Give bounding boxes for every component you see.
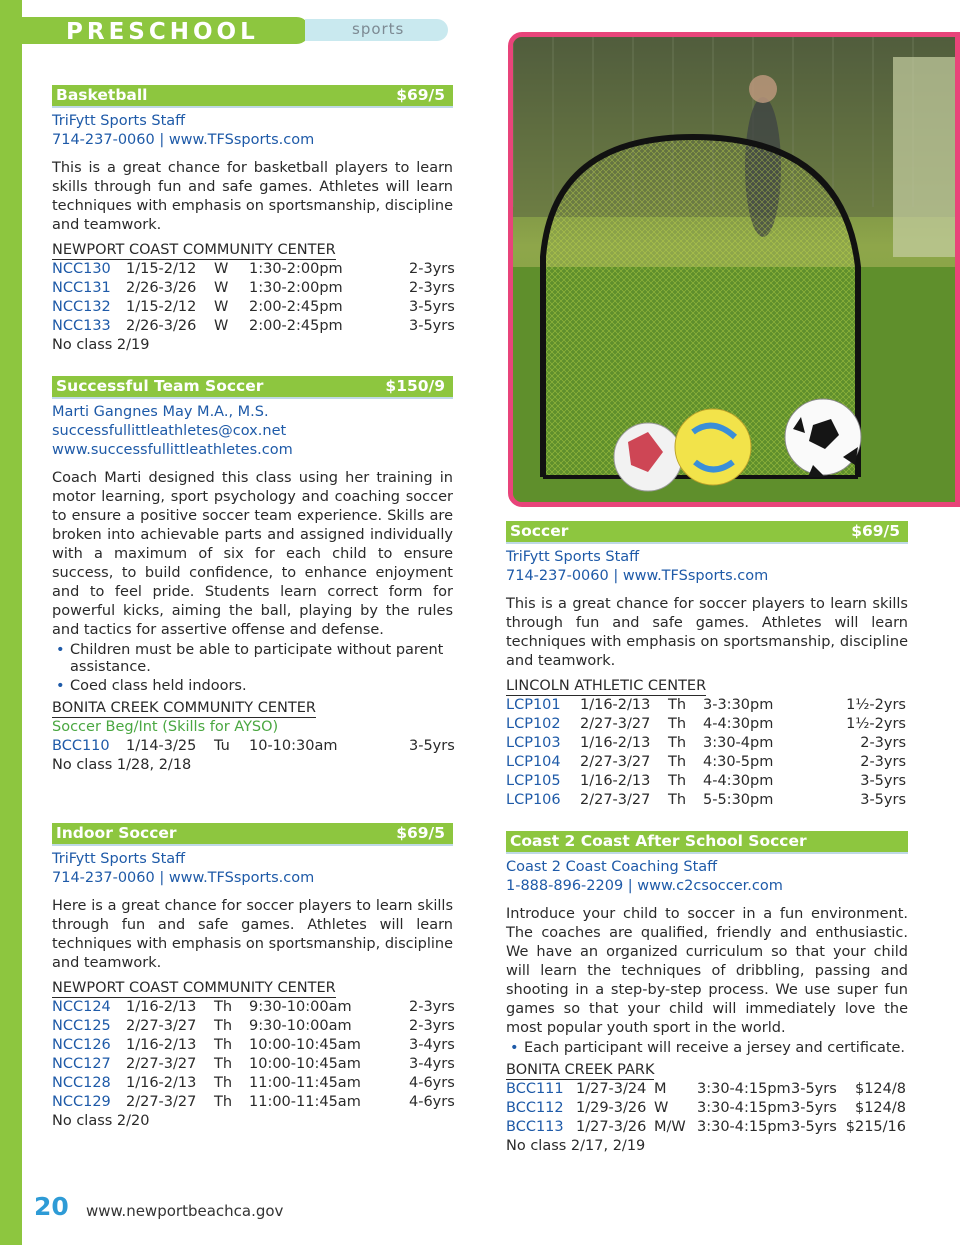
time: 9:30-10:00am (249, 1018, 352, 1034)
class-code[interactable]: BCC113 (506, 1119, 564, 1135)
dates: 1/16-2/13 (580, 735, 651, 751)
class-price: $69/5 (396, 86, 445, 104)
time: 9:30-10:00am (249, 999, 352, 1015)
day: W (214, 280, 229, 296)
session-table (506, 696, 908, 810)
table-row (52, 737, 453, 756)
class-code[interactable]: NCC124 (52, 999, 111, 1015)
dates: 1/16-2/13 (580, 773, 651, 789)
class-title: Successful Team Soccer (56, 377, 264, 395)
class-code[interactable]: NCC125 (52, 1018, 111, 1034)
time: 3-3:30pm (703, 697, 774, 713)
section-header (506, 831, 908, 852)
day: Th (214, 999, 233, 1015)
day: M/W (654, 1119, 686, 1135)
class-code[interactable]: LCP103 (506, 735, 561, 751)
class-code[interactable]: LCP105 (506, 773, 561, 789)
location: BONITA CREEK PARK (506, 1062, 655, 1078)
phone[interactable]: 714-237-0060 (52, 870, 155, 886)
class-code[interactable]: BCC110 (52, 738, 110, 754)
subcategory-label: sports (352, 20, 405, 38)
class-price: $150/9 (385, 377, 445, 395)
section-header (52, 376, 453, 397)
table-row (506, 1099, 908, 1118)
table-row (506, 715, 908, 734)
day: Th (668, 716, 687, 732)
instructor: Coast 2 Coast Coaching Staff (506, 859, 718, 875)
age: 2-3yrs (409, 999, 455, 1015)
location: NEWPORT COAST COMMUNITY CENTER (52, 980, 336, 996)
no-class-note: No class 2/19 (52, 337, 150, 353)
day: Th (668, 773, 687, 789)
price: $124/8 (854, 1100, 906, 1116)
day: W (654, 1100, 669, 1116)
table-row (52, 1036, 453, 1055)
table-row (52, 1055, 453, 1074)
time: 4-4:30pm (703, 716, 774, 732)
price: $215/16 (845, 1119, 906, 1135)
dates: 2/27-3/27 (126, 1056, 197, 1072)
table-row (506, 734, 908, 753)
time: 3:30-4pm (703, 735, 774, 751)
section-header (506, 521, 908, 542)
dates: 2/27-3/27 (126, 1094, 197, 1110)
dates: 2/26-3/26 (126, 318, 197, 334)
class-code[interactable]: LCP101 (506, 697, 561, 713)
dates: 1/27-3/26 (576, 1119, 647, 1135)
class-code[interactable]: NCC129 (52, 1094, 111, 1110)
c2c-soccer-section (506, 831, 908, 1156)
no-class-note: No class 2/20 (52, 1113, 150, 1129)
bullet-item: • Children must be able to participate without parent assistance. (52, 642, 453, 676)
class-code[interactable]: BCC111 (506, 1081, 564, 1097)
website-link[interactable]: www.TFSsports.com (168, 870, 315, 886)
no-class-note: No class 2/17, 2/19 (506, 1138, 646, 1154)
contact-line: 714-237-0060 | www.TFSsports.com (52, 870, 315, 886)
description: This is a great chance for basketball players to learn skills through fun and safe games. Athletes will learn techniques with emphasis on sportsmanship, discipline and teamwork. (52, 160, 453, 233)
dates: 1/15-2/12 (126, 261, 197, 277)
session-table (52, 260, 453, 336)
class-code[interactable]: LCP102 (506, 716, 561, 732)
age: 3-4yrs (409, 1037, 455, 1053)
age: 2-3yrs (860, 735, 906, 751)
class-code[interactable]: NCC127 (52, 1056, 111, 1072)
soccer-goal-and-balls-image (513, 37, 955, 502)
class-code[interactable]: LCP104 (506, 754, 561, 770)
day: Th (214, 1018, 233, 1034)
table-row (506, 696, 908, 715)
day: Th (214, 1037, 233, 1053)
location: NEWPORT COAST COMMUNITY CENTER (52, 242, 336, 258)
time: 10:00-10:45am (249, 1037, 361, 1053)
dates: 1/16-2/13 (126, 999, 197, 1015)
class-price: $69/5 (851, 522, 900, 540)
table-row (52, 279, 453, 298)
time: 10:00-10:45am (249, 1056, 361, 1072)
footer-website-link[interactable]: www.newportbeachca.gov (86, 1202, 284, 1220)
day: Th (214, 1094, 233, 1110)
age: 3-4yrs (409, 1056, 455, 1072)
bullet-item: • Each participant will receive a jersey and certificate. (506, 1040, 908, 1057)
dates: 2/27-3/27 (580, 716, 651, 732)
class-code[interactable]: NCC133 (52, 318, 111, 334)
class-code[interactable]: NCC128 (52, 1075, 111, 1091)
dates: 2/27-3/27 (126, 1018, 197, 1034)
class-title: Soccer (510, 522, 569, 540)
phone[interactable]: 714-237-0060 (52, 132, 155, 148)
day: Th (214, 1075, 233, 1091)
age: 4-6yrs (409, 1075, 455, 1091)
instructor: TriFytt Sports Staff (506, 549, 640, 565)
no-class-note: No class 1/28, 2/18 (52, 757, 192, 773)
table-row (52, 998, 453, 1017)
day: Th (214, 1056, 233, 1072)
dates: 1/14-3/25 (126, 738, 197, 754)
time: 1:30-2:00pm (249, 261, 343, 277)
instructor: TriFytt Sports Staff (52, 851, 186, 867)
day: W (214, 318, 229, 334)
time: 1:30-2:00pm (249, 280, 343, 296)
category-title: PRESCHOOL (66, 19, 259, 45)
basketball-section (52, 85, 453, 355)
table-row (52, 1093, 453, 1112)
website-link[interactable]: www.c2csoccer.com (637, 878, 783, 894)
location: LINCOLN ATHLETIC CENTER (506, 678, 707, 694)
website-link[interactable]: www.TFSsports.com (622, 568, 769, 584)
day: Th (668, 697, 687, 713)
age: 3-5yrs (791, 1119, 837, 1135)
table-row (52, 1074, 453, 1093)
time: 11:00-11:45am (249, 1094, 361, 1110)
contact-line: 714-237-0060 | www.TFSsports.com (506, 568, 769, 584)
table-row (506, 1118, 908, 1137)
website-link[interactable]: www.successfullittleathletes.com (52, 442, 293, 458)
section-header (52, 85, 453, 106)
bullet-item: • Coed class held indoors. (52, 678, 453, 695)
day: W (214, 261, 229, 277)
dates: 1/27-3/24 (576, 1081, 647, 1097)
class-price: $69/5 (396, 824, 445, 842)
age: 3-5yrs (409, 738, 455, 754)
class-title: Basketball (56, 86, 148, 104)
class-code[interactable]: LCP106 (506, 792, 561, 808)
table-row (506, 753, 908, 772)
instructor: TriFytt Sports Staff (52, 113, 186, 129)
level-label: Soccer Beg/Int (Skills for AYSO) (52, 719, 279, 735)
table-row (52, 298, 453, 317)
day: M (654, 1081, 667, 1097)
indoor-soccer-section (52, 823, 453, 1131)
soccer-section (506, 521, 908, 810)
location: BONITA CREEK COMMUNITY CENTER (52, 700, 316, 716)
dates: 2/27-3/27 (580, 754, 651, 770)
dates: 1/16-2/13 (580, 697, 651, 713)
dates: 1/15-2/12 (126, 299, 197, 315)
sidebar-stripe (0, 0, 22, 1245)
day: Th (668, 754, 687, 770)
time: 3:30-4:15pm (697, 1081, 791, 1097)
day: Tu (214, 738, 230, 754)
dates: 1/16-2/13 (126, 1037, 197, 1053)
class-title: Indoor Soccer (56, 824, 177, 842)
table-row (52, 260, 453, 279)
phone[interactable]: 1-888-896-2209 (506, 878, 624, 894)
day: Th (668, 735, 687, 751)
class-code[interactable]: NCC132 (52, 299, 111, 315)
price: $124/8 (854, 1081, 906, 1097)
time: 2:00-2:45pm (249, 318, 343, 334)
contact-line: 1-888-896-2209 | www.c2csoccer.com (506, 878, 783, 894)
page-number: 20 (34, 1192, 69, 1221)
age: 3-5yrs (409, 299, 455, 315)
email-link[interactable]: successfullittleathletes@cox.net (52, 423, 287, 439)
day: Th (668, 792, 687, 808)
contact-line: 714-237-0060 | www.TFSsports.com (52, 132, 315, 148)
table-row (52, 317, 453, 336)
age: 1½-2yrs (846, 697, 906, 713)
age: 3-5yrs (409, 318, 455, 334)
class-code[interactable]: BCC112 (506, 1100, 564, 1116)
class-code[interactable]: NCC130 (52, 261, 111, 277)
soccer-photo (508, 32, 960, 507)
team-soccer-section (52, 376, 453, 775)
age: 2-3yrs (860, 754, 906, 770)
description: Here is a great chance for soccer players to learn skills through fun and safe games. Athletes will learn techniques with emphasis on sportsmanship, discipline and teamwork. (52, 898, 453, 971)
website-link[interactable]: www.TFSsports.com (168, 132, 315, 148)
class-code[interactable]: NCC126 (52, 1037, 111, 1053)
session-table (52, 998, 453, 1112)
description: Coach Marti designed this class using her training in motor learning, sport psychology and coaching soccer to ensure a positive soccer team experience. Skills are broken into achievable parts and assigned individually with a maximum of six for each child to ensure success, to build confidence, to enhance enjoyment and to feel pride. Students learn correct form for powerful kicks, aiming the ball, playing by the rules and tactics for assertive offense and defense. (52, 470, 453, 638)
table-row (506, 791, 908, 810)
time: 3:30-4:15pm (697, 1119, 791, 1135)
age: 3-5yrs (791, 1100, 837, 1116)
dates: 2/26-3/26 (126, 280, 197, 296)
table-row (52, 1017, 453, 1036)
age: 3-5yrs (860, 773, 906, 789)
age: 1½-2yrs (846, 716, 906, 732)
table-row (506, 772, 908, 791)
time: 2:00-2:45pm (249, 299, 343, 315)
description: Introduce your child to soccer in a fun environment. The coaches are qualified, friendly and enthusiastic. We have an organized curriculum so that your child will learn the techniques of dribbling, passing and shooting in a step-by-step process. We use super fun games so that your child will immediately love the most popular youth sport in the world. (506, 906, 908, 1036)
class-title: Coast 2 Coast After School Soccer (510, 832, 807, 850)
description: This is a great chance for soccer players to learn skills through fun and safe games. Athletes will learn techniques with emphasis on sportsmanship, discipline and teamwork. (506, 596, 908, 669)
age: 3-5yrs (860, 792, 906, 808)
dates: 1/16-2/13 (126, 1075, 197, 1091)
age: 3-5yrs (791, 1081, 837, 1097)
dates: 1/29-3/26 (576, 1100, 647, 1116)
day: W (214, 299, 229, 315)
dates: 2/27-3/27 (580, 792, 651, 808)
session-table (506, 1080, 908, 1137)
time: 4:30-5pm (703, 754, 774, 770)
instructor: Marti Gangnes May M.A., M.S. (52, 404, 269, 420)
time: 5-5:30pm (703, 792, 774, 808)
age: 4-6yrs (409, 1094, 455, 1110)
age: 2-3yrs (409, 1018, 455, 1034)
section-header (52, 823, 453, 844)
age: 2-3yrs (409, 261, 455, 277)
class-code[interactable]: NCC131 (52, 280, 111, 296)
time: 10-10:30am (249, 738, 338, 754)
time: 4-4:30pm (703, 773, 774, 789)
time: 3:30-4:15pm (697, 1100, 791, 1116)
age: 2-3yrs (409, 280, 455, 296)
phone[interactable]: 714-237-0060 (506, 568, 609, 584)
time: 11:00-11:45am (249, 1075, 361, 1091)
table-row (506, 1080, 908, 1099)
